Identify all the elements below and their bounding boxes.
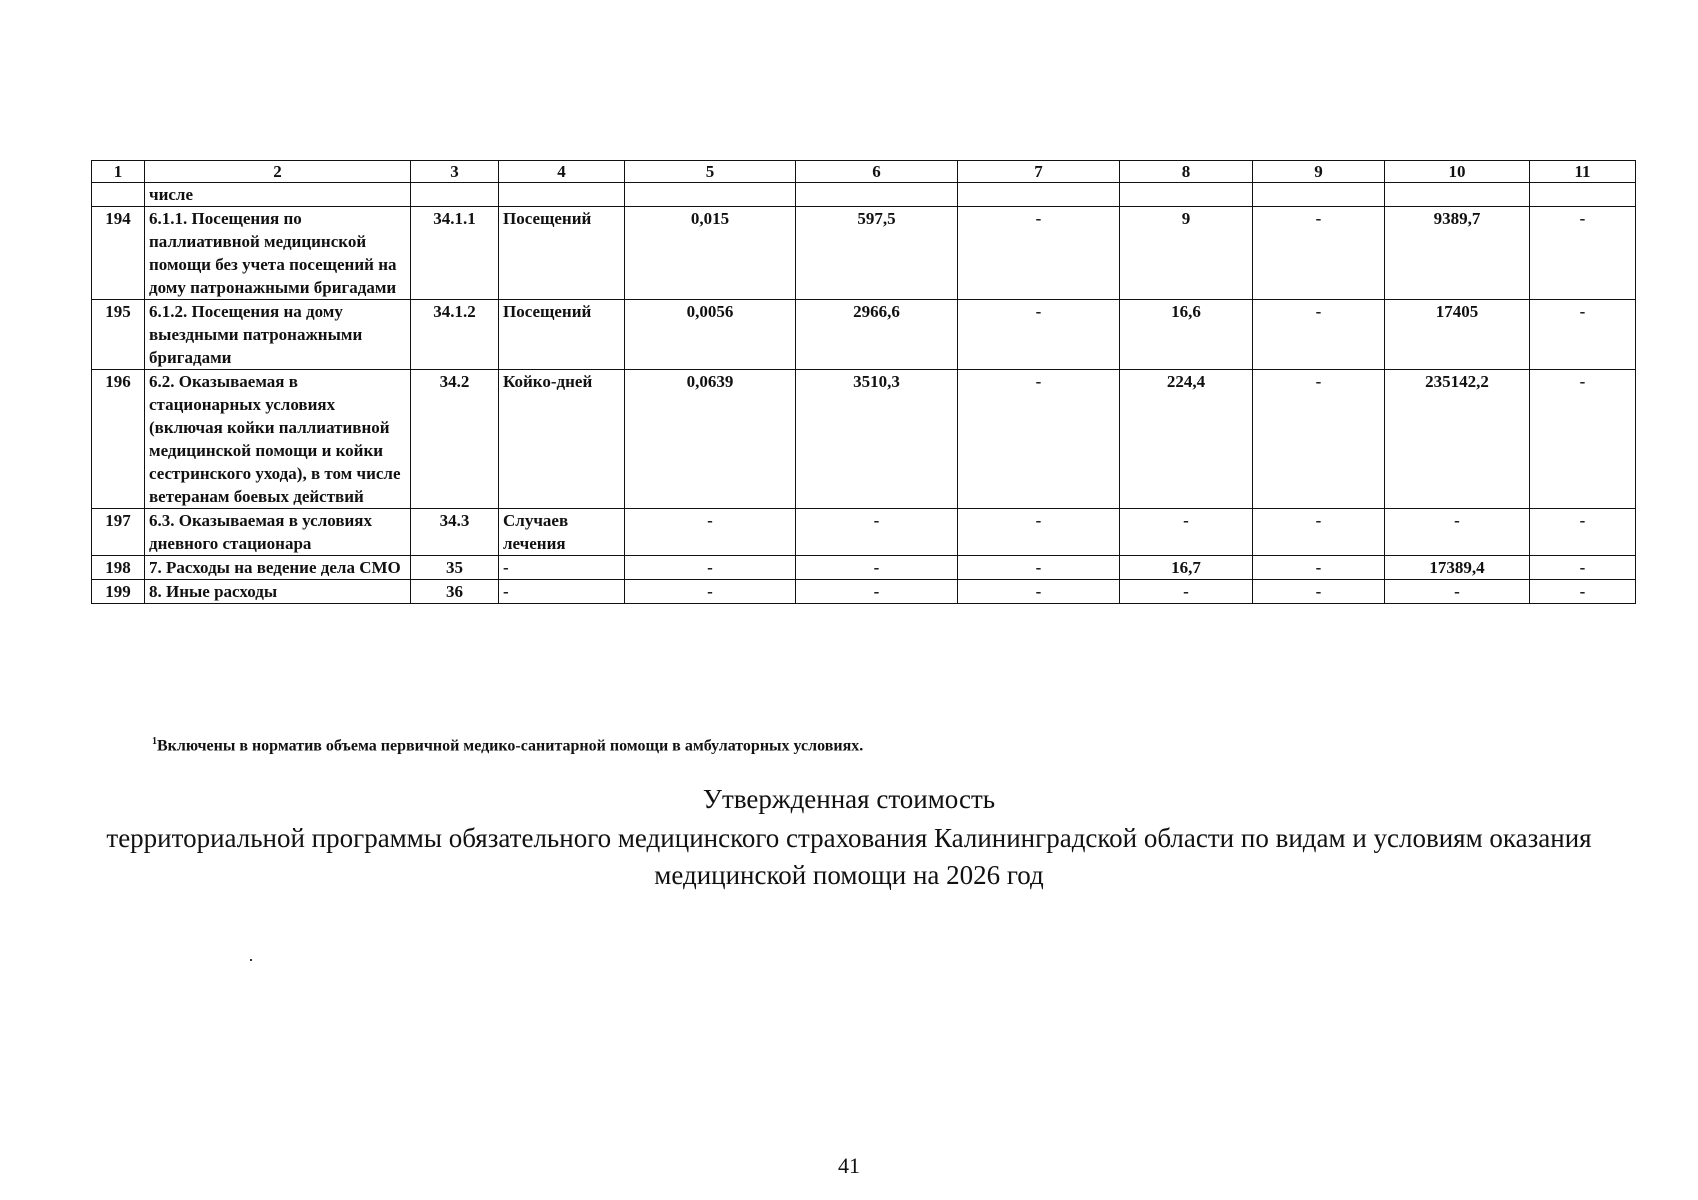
table-cell-c8: 224,4 xyxy=(1120,370,1253,509)
cost-table xyxy=(91,160,1636,604)
table-cell-c5: 0,0056 xyxy=(625,300,796,370)
table-cell-c11: - xyxy=(1530,556,1636,580)
table-cell-c4: - xyxy=(499,556,625,580)
table-cell-c8 xyxy=(1120,183,1253,207)
column-header: 11 xyxy=(1530,161,1636,183)
table-cell-c7: - xyxy=(958,580,1120,604)
table-row xyxy=(92,580,1636,604)
table-cell-c5: - xyxy=(625,509,796,556)
table-cell-c7 xyxy=(958,183,1120,207)
table-cell-c6: 2966,6 xyxy=(796,300,958,370)
table-cell-c6: 3510,3 xyxy=(796,370,958,509)
table-cell-c8: 9 xyxy=(1120,207,1253,300)
table-row xyxy=(92,300,1636,370)
table-cell-c3: 34.1.1 xyxy=(411,207,499,300)
table-cell-c3 xyxy=(411,183,499,207)
table-cell-c2: числе xyxy=(145,183,411,207)
table-cell-c11 xyxy=(1530,183,1636,207)
table-cell-c4: Случаев лечения xyxy=(499,509,625,556)
table-cell-c6: 597,5 xyxy=(796,207,958,300)
table-cell-c5: 0,015 xyxy=(625,207,796,300)
table-cell-c7: - xyxy=(958,370,1120,509)
table-cell-c1: 198 xyxy=(92,556,145,580)
table-cell-c10: 17405 xyxy=(1385,300,1530,370)
table-cell-c9 xyxy=(1253,183,1385,207)
table-cell-c11: - xyxy=(1530,370,1636,509)
column-header: 1 xyxy=(92,161,145,183)
table-cell-c9: - xyxy=(1253,580,1385,604)
table-header-row xyxy=(92,161,1636,183)
table-cell-c1 xyxy=(92,183,145,207)
table-cell-c6: - xyxy=(796,580,958,604)
table-cell-c11: - xyxy=(1530,300,1636,370)
stray-dot xyxy=(250,959,252,961)
table-cell-c10 xyxy=(1385,183,1530,207)
table-row xyxy=(92,183,1636,207)
column-header: 4 xyxy=(499,161,625,183)
table-cell-c10: 17389,4 xyxy=(1385,556,1530,580)
table-cell-c9: - xyxy=(1253,370,1385,509)
section-subtitle: территориальной программы обязательного медицинского страхования Калининградской области по видам и условиям оказания медицинской помощи на 2026 год xyxy=(106,823,1592,890)
footnote-mark: 1 xyxy=(152,736,157,747)
table-cell-c2: 6.1.1. Посещения по паллиативной медицинской помощи без учета посещений на дому патронажными бригадами xyxy=(145,207,411,300)
table-cell-c8: - xyxy=(1120,509,1253,556)
table-cell-c5: - xyxy=(625,556,796,580)
table-cell-c1: 197 xyxy=(92,509,145,556)
table-row xyxy=(92,556,1636,580)
table-cell-c4: Койко-дней xyxy=(499,370,625,509)
table-cell-c3: 34.2 xyxy=(411,370,499,509)
column-header: 6 xyxy=(796,161,958,183)
table-cell-c9: - xyxy=(1253,556,1385,580)
table-cell-c2: 6.2. Оказываемая в стационарных условиях (включая койки паллиативной медицинской помощи и койки сестринского ухода), в том числе ветеранам боевых действий xyxy=(145,370,411,509)
column-header: 10 xyxy=(1385,161,1530,183)
table-cell-c5: 0,0639 xyxy=(625,370,796,509)
table-row xyxy=(92,370,1636,509)
table-cell-c7: - xyxy=(958,207,1120,300)
table-row xyxy=(92,207,1636,300)
table-cell-c9: - xyxy=(1253,207,1385,300)
table-cell-c8: 16,7 xyxy=(1120,556,1253,580)
section-title: Утвержденная стоимость xyxy=(702,784,996,814)
column-header: 5 xyxy=(625,161,796,183)
table-cell-c11: - xyxy=(1530,207,1636,300)
page-number: 41 xyxy=(838,1153,860,1178)
table-cell-c5: - xyxy=(625,580,796,604)
table-cell-c3: 35 xyxy=(411,556,499,580)
table-cell-c2: 7. Расходы на ведение дела СМО xyxy=(145,556,411,580)
table-cell-c7: - xyxy=(958,300,1120,370)
table-cell-c10: 235142,2 xyxy=(1385,370,1530,509)
table-cell-c1: 195 xyxy=(92,300,145,370)
column-header: 8 xyxy=(1120,161,1253,183)
column-header: 2 xyxy=(145,161,411,183)
table-cell-c1: 199 xyxy=(92,580,145,604)
table-cell-c8: - xyxy=(1120,580,1253,604)
table-cell-c2: 6.1.2. Посещения на дому выездными патронажными бригадами xyxy=(145,300,411,370)
table-cell-c4: - xyxy=(499,580,625,604)
table-cell-c9: - xyxy=(1253,300,1385,370)
column-header: 3 xyxy=(411,161,499,183)
table-cell-c8: 16,6 xyxy=(1120,300,1253,370)
table-cell-c3: 36 xyxy=(411,580,499,604)
table-cell-c3: 34.3 xyxy=(411,509,499,556)
table-cell-c6: - xyxy=(796,509,958,556)
table-cell-c7: - xyxy=(958,556,1120,580)
table-cell-c10: - xyxy=(1385,509,1530,556)
table-cell-c10: - xyxy=(1385,580,1530,604)
table-cell-c5 xyxy=(625,183,796,207)
table-cell-c1: 196 xyxy=(92,370,145,509)
table-cell-c11: - xyxy=(1530,509,1636,556)
footnote xyxy=(152,736,863,755)
table-cell-c2: 8. Иные расходы xyxy=(145,580,411,604)
table-cell-c11: - xyxy=(1530,580,1636,604)
table-cell-c4: Посещений xyxy=(499,300,625,370)
table-cell-c3: 34.1.2 xyxy=(411,300,499,370)
table-cell-c9: - xyxy=(1253,509,1385,556)
column-header: 9 xyxy=(1253,161,1385,183)
table-cell-c2: 6.3. Оказываемая в условиях дневного стационара xyxy=(145,509,411,556)
table-cell-c6: - xyxy=(796,556,958,580)
table-cell-c4: Посещений xyxy=(499,207,625,300)
table-cell-c10: 9389,7 xyxy=(1385,207,1530,300)
table-row xyxy=(92,509,1636,556)
footnote-text: Включены в норматив объема первичной медико-санитарной помощи в амбулаторных условиях. xyxy=(157,737,864,755)
table-cell-c4 xyxy=(499,183,625,207)
table-cell-c6 xyxy=(796,183,958,207)
table-cell-c1: 194 xyxy=(92,207,145,300)
table-cell-c7: - xyxy=(958,509,1120,556)
column-header: 7 xyxy=(958,161,1120,183)
